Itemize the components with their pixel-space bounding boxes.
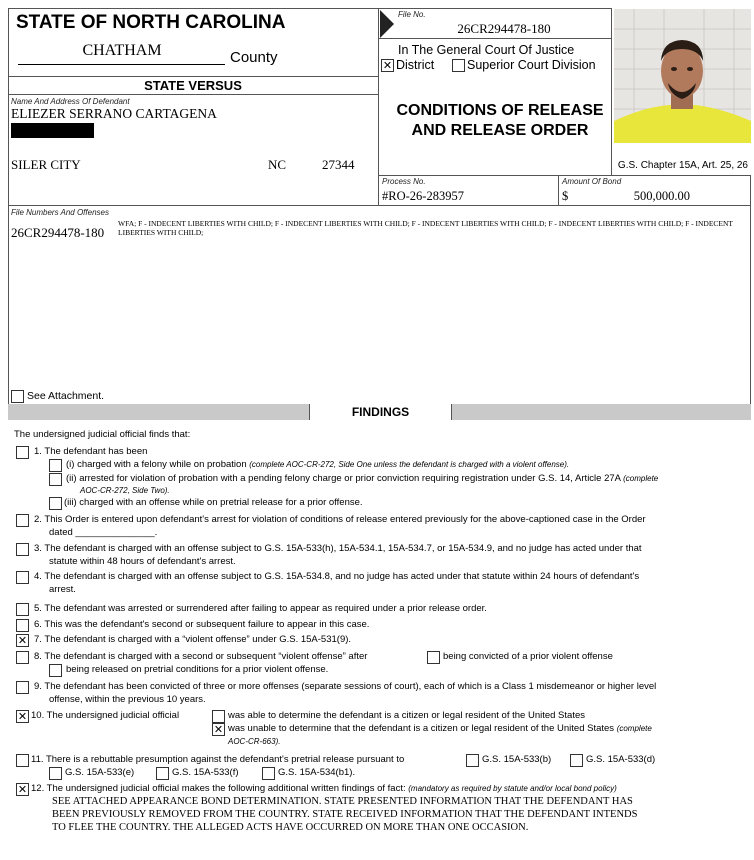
finding-10: 10. The undersigned judicial official bbox=[31, 710, 180, 721]
finding-10b-note: (complete bbox=[616, 724, 652, 733]
finding-1ii-checkbox[interactable] bbox=[49, 473, 62, 486]
finding-12-text: 12. The undersigned judicial official makes the following additional written findings of fact: bbox=[31, 783, 406, 794]
finding-12-note: (mandatory as required by statute and/or local bond policy) bbox=[408, 784, 617, 793]
state-versus: STATE VERSUS bbox=[144, 78, 242, 93]
process-topline bbox=[378, 175, 751, 176]
finding-1ii-note2: AOC-CR-272, Side Two). bbox=[80, 486, 170, 495]
finding-12-facts bbox=[52, 795, 637, 834]
district-checkbox[interactable]: ✕ bbox=[382, 59, 393, 72]
finding-11-opt2: G.S. 15A-533(d) bbox=[586, 754, 656, 765]
offenses-topline bbox=[8, 205, 751, 206]
finding-1i-checkbox[interactable] bbox=[49, 459, 62, 472]
finding-8a: 8. The defendant is charged with a second or subsequent “violent offense” after bbox=[34, 651, 368, 662]
offenses-label: File Numbers And Offenses bbox=[11, 208, 109, 217]
finding-1i-text: (i) charged with a felony while on probation bbox=[66, 459, 247, 470]
process-no: #RO-26-283957 bbox=[382, 189, 464, 203]
right-border-lower bbox=[750, 176, 751, 406]
redacted-address bbox=[11, 123, 94, 138]
bond-amount: 500,000.00 bbox=[633, 189, 690, 203]
finding-4-checkbox[interactable] bbox=[16, 571, 29, 584]
finding-6-checkbox[interactable] bbox=[16, 619, 29, 632]
order-title-line2: AND RELEASE ORDER bbox=[411, 122, 589, 139]
defendant-name: ELIEZER SERRANO CARTAGENA bbox=[11, 106, 217, 121]
findings-heading: FINDINGS bbox=[309, 404, 452, 420]
file-no-label: File No. bbox=[398, 10, 426, 19]
finding-1ii-note: (complete bbox=[623, 474, 659, 483]
top-border bbox=[8, 8, 612, 9]
left-border bbox=[8, 8, 9, 406]
county-underline bbox=[18, 64, 225, 65]
finding-11-checkbox[interactable] bbox=[16, 754, 29, 767]
defendant-photo-image bbox=[614, 9, 751, 143]
finding-11-opt5: G.S. 15A-534(b1). bbox=[278, 767, 356, 778]
finding-10a: was able to determine the defendant is a citizen or legal resident of the United States bbox=[228, 710, 585, 721]
finding-1i-note: (complete AOC-CR-272, Side One unless the defendant is charged with a violent offense). bbox=[249, 460, 570, 469]
finding-8b-checkbox[interactable] bbox=[427, 651, 440, 664]
see-attachment-label: See Attachment. bbox=[27, 390, 105, 402]
process-divider bbox=[558, 175, 559, 205]
finding-8c: being released on pretrial conditions for a prior violent offense. bbox=[66, 664, 329, 675]
see-attachment-checkbox[interactable] bbox=[11, 390, 24, 403]
county-name: CHATHAM bbox=[82, 42, 162, 59]
finding-2b: dated _______________. bbox=[49, 527, 158, 538]
finding-5-checkbox[interactable] bbox=[16, 603, 29, 616]
order-title-line1: CONDITIONS OF RELEASE bbox=[396, 102, 604, 119]
defendant-city: SILER CITY bbox=[11, 157, 81, 172]
finding-3b: statute within 48 hours of defendant's arrest. bbox=[49, 556, 236, 567]
finding-2-checkbox[interactable] bbox=[16, 514, 29, 527]
finding-11-opt3: G.S. 15A-533(e) bbox=[65, 767, 135, 778]
finding-7: 7. The defendant is charged with a “violent offense” under G.S. 15A-531(9). bbox=[34, 634, 352, 645]
finding-10-checkbox[interactable]: ✕ bbox=[17, 710, 28, 723]
offense-list: WFA; F - INDECENT LIBERTIES WITH CHILD; F - INDECENT LIBERTIES WITH CHILD; F - INDECENT LIBERTIES WITH CHILD; F - INDECENT LIBERTIES WITH CHILD; F - INDECENT LIBERTIES WITH CHILD; bbox=[118, 219, 733, 237]
state-versus-bottomline bbox=[8, 94, 379, 95]
finding-12-facts-line1: SEE ATTACHED APPEARANCE BOND DETERMINATION. STATE PRESENTED INFORMATION THAT THE DEFENDANT HAS bbox=[52, 796, 633, 807]
bond-label: Amount Of Bond bbox=[562, 177, 622, 186]
finding-4a: 4. The defendant is charged with an offense subject to G.S. 15A-534.8, and no judge has acted under that statute within 24 hours of defendant's bbox=[34, 571, 640, 582]
court-title: In The General Court Of Justice bbox=[398, 43, 575, 57]
superior-label: Superior Court Division bbox=[467, 58, 596, 72]
finding-12-checkbox[interactable]: ✕ bbox=[17, 783, 28, 796]
file-no-underline-left bbox=[378, 38, 395, 39]
defendant-zip: 27344 bbox=[322, 157, 355, 172]
finding-3-checkbox[interactable] bbox=[16, 543, 29, 556]
offense-file-no: 26CR294478-180 bbox=[11, 225, 105, 240]
finding-1iii: (iii) charged with an offense while on pretrial release for a prior offense. bbox=[64, 497, 363, 508]
finding-3a: 3. The defendant is charged with an offense subject to G.S. 15A-533(h), 15A-534.1, 15A-534.7, or 15A-534.9, and no judge has acted under that bbox=[34, 543, 642, 554]
finding-11-opt3-checkbox[interactable] bbox=[49, 767, 62, 780]
finding-11-opt4: G.S. 15A-533(f) bbox=[172, 767, 239, 778]
finding-12 bbox=[31, 782, 617, 795]
finding-6: 6. This was the defendant's second or subsequent failure to appear in this case. bbox=[34, 619, 370, 630]
finding-1: 1. The defendant has been bbox=[34, 446, 148, 457]
finding-12-facts-line2: BEEN PREVIOUSLY REMOVED FROM THE COUNTRY. STATE RECEIVED INFORMATION THAT THE DEFENDANT INTENDS bbox=[52, 809, 638, 820]
finding-9b: offense, within the previous 10 years. bbox=[49, 694, 206, 705]
order-title bbox=[382, 101, 618, 141]
finding-11-opt1: G.S. 15A-533(b) bbox=[482, 754, 552, 765]
right-border-upper bbox=[611, 8, 612, 176]
finding-11-opt2-checkbox[interactable] bbox=[570, 754, 583, 767]
finding-10b bbox=[228, 722, 652, 735]
finding-8-checkbox[interactable] bbox=[16, 651, 29, 664]
file-no-underline bbox=[394, 38, 612, 39]
finding-10b-note2: AOC-CR-663). bbox=[228, 737, 281, 746]
finding-9a: 9. The defendant has been convicted of three or more offenses (separate sessions of court), each of which is a Class 1 misdemeanor or higher level bbox=[34, 681, 657, 692]
finding-7-checkbox[interactable]: ✕ bbox=[17, 634, 28, 647]
finding-10b-text: was unable to determine that the defendant is a citizen or legal resident of the United States bbox=[228, 723, 615, 734]
defendant-state: NC bbox=[268, 157, 287, 172]
defendant-name-label: Name And Address Of Defendant bbox=[11, 97, 130, 106]
finding-4b: arrest. bbox=[49, 584, 76, 595]
bond-currency: $ bbox=[562, 189, 569, 203]
finding-10a-checkbox[interactable] bbox=[212, 710, 225, 723]
state-versus-topline bbox=[8, 76, 379, 77]
finding-8b: being convicted of a prior violent offense bbox=[443, 651, 613, 662]
statute-reference: G.S. Chapter 15A, Art. 25, 26 bbox=[617, 160, 748, 171]
finding-8c-checkbox[interactable] bbox=[49, 664, 62, 677]
finding-1i bbox=[66, 458, 569, 471]
process-label: Process No. bbox=[382, 177, 426, 186]
finding-11-opt4-checkbox[interactable] bbox=[156, 767, 169, 780]
state-title: STATE OF NORTH CAROLINA bbox=[16, 12, 286, 33]
county-label: County bbox=[230, 49, 278, 66]
superior-checkbox[interactable] bbox=[452, 59, 465, 72]
file-no-arrow bbox=[380, 10, 394, 38]
finding-12-facts-line3: TO FLEE THE COUNTRY. THE ALLEGED ACTS HAVE OCCURRED ON MORE THAN ONE OCCASION. bbox=[52, 822, 529, 833]
finding-5: 5. The defendant was arrested or surrendered after failing to appear as required under a prior release order. bbox=[34, 603, 487, 614]
finding-11: 11. There is a rebuttable presumption against the defendant's pretrial release pursuant to bbox=[31, 754, 405, 765]
finding-2a: 2. This Order is entered upon defendant's arrest for violation of conditions of release entered previously for the above-captioned case in the Order bbox=[34, 514, 646, 525]
finding-1-checkbox[interactable] bbox=[16, 446, 29, 459]
finding-1iii-checkbox[interactable] bbox=[49, 497, 62, 510]
findings-intro: The undersigned judicial official finds that: bbox=[14, 429, 191, 440]
file-no-value: 26CR294478-180 bbox=[457, 21, 551, 36]
finding-11-opt1-checkbox[interactable] bbox=[466, 754, 479, 767]
defendant-photo bbox=[614, 9, 751, 143]
finding-11-opt5-checkbox[interactable] bbox=[262, 767, 275, 780]
district-label: District bbox=[396, 58, 435, 72]
finding-9-checkbox[interactable] bbox=[16, 681, 29, 694]
finding-10b-checkbox[interactable]: ✕ bbox=[213, 723, 224, 736]
finding-1ii-text: (ii) arrested for violation of probation with a pending felony charge or prior conviction requiring registration under G.S. 14, Article 27A bbox=[66, 473, 621, 484]
